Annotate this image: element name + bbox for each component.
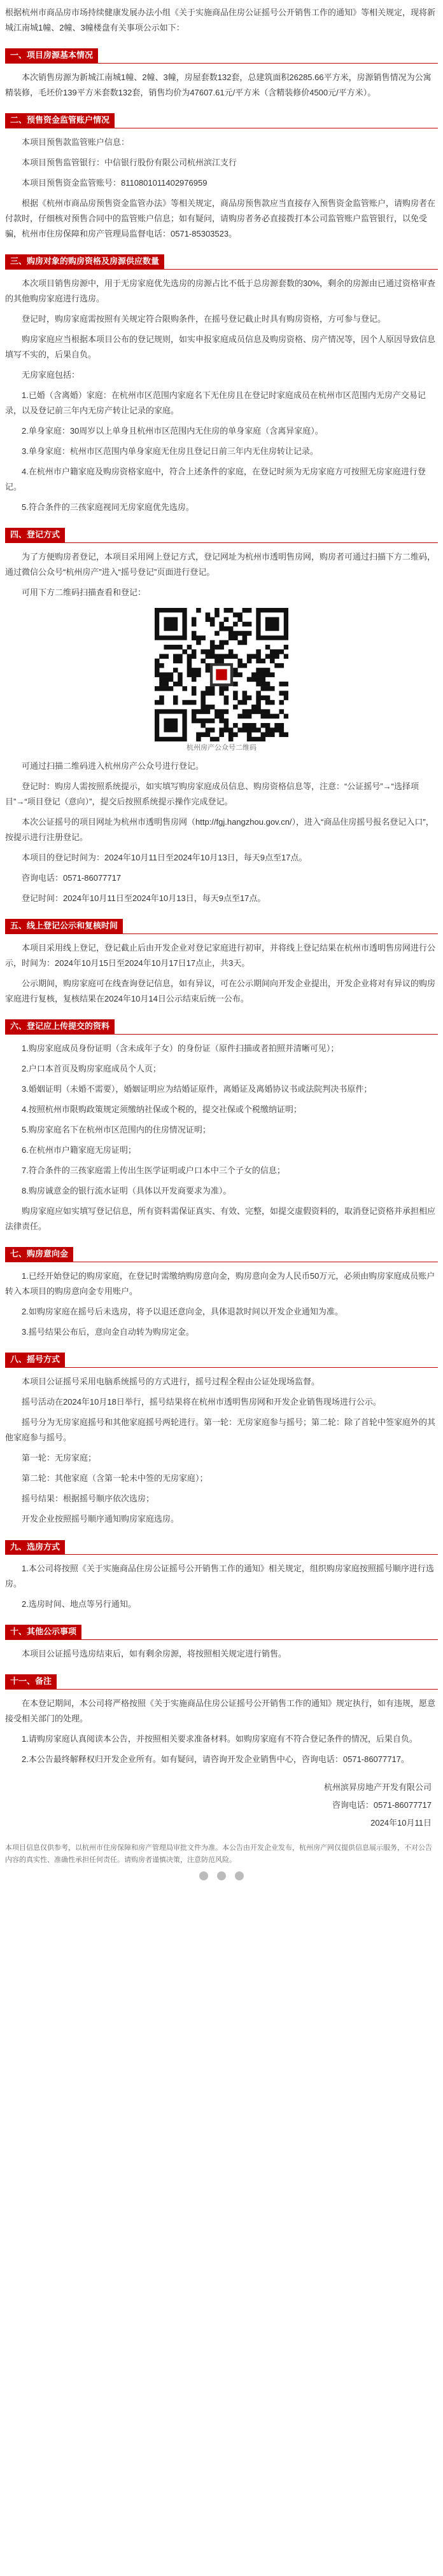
section-paragraph: 3.婚姻证明（未婚不需要），婚姻证明应为结婚证原件，离婚证及离婚协议书或法院判决书原件； xyxy=(22,1084,372,1094)
qr-code-block xyxy=(151,608,292,754)
section-divider xyxy=(5,1639,438,1640)
share-icon[interactable] xyxy=(199,1871,208,1880)
section-paragraph: 2.选房时间、地点等另行通知。 xyxy=(22,1599,136,1609)
section-paragraph: 开发企业按照摇号顺序通知购房家庭选房。 xyxy=(22,1514,179,1524)
company-name: 杭州滨昇房地产开发有限公司 xyxy=(323,1782,432,1793)
section-paragraph: 本项目公证摇号采用电脑系统摇号的方式进行，摇号过程全程由公证处现场监督。 xyxy=(22,1377,320,1387)
section-paragraph: 本项目采用线上登记，登记截止后由开发企业对登记家庭进行初审，并将线上登记结果在杭州市透明售房网进行公示，时间为：2024年10月15日至2024年10月17日17点止，共3天。 xyxy=(5,942,436,968)
section-divider xyxy=(5,542,438,543)
section-divider xyxy=(5,1554,438,1555)
section-paragraph: 第二轮：其他家庭（含第一轮未中签的无房家庭）； xyxy=(22,1473,208,1484)
section-paragraph: 2.单身家庭：30周岁以上单身且杭州市区范围内无住房的单身家庭（含离异家庭）。 xyxy=(22,426,323,436)
registration-info xyxy=(5,759,438,906)
section-divider xyxy=(5,933,438,934)
qr-caption: 杭州房产公众号二维码 xyxy=(186,744,257,752)
signature-block xyxy=(5,1780,438,1831)
section-paragraph: 3.摇号结果公布后，意向金自动转为购房定金。 xyxy=(22,1327,194,1337)
section-paragraph: 根据《杭州市商品房预售资金监管办法》等相关规定，商品房预售款应当直接存入预售资金监管账户，请购房者在付款时，仔细核对预售合同中的监管账户信息；如有疑问，请购房者务必直接拨打本公司监管账户监管银行，以免受骗，杭州市住房保障和房产管理局监督电话：0571-85303523。 xyxy=(5,198,436,239)
section-paragraph: 公示期间，购房家庭可在线查询登记信息，如有异议，可在公示期间向开发企业提出，开发企业将对有异议的购房家庭进行复核，复核结果在2024年10月14日公示结束后统一公布。 xyxy=(5,979,436,1004)
section-paragraph: 2.户口本首页及购房家庭成员个人页； xyxy=(22,1063,161,1073)
registration-paragraph: 可通过扫描二维码进入杭州房产公众号进行登记。 xyxy=(22,761,204,771)
section-paragraph: 为了方便购房者登记，本项目采用网上登记方式，登记网址为杭州市透明售房网，购房者可通过扫描下方二维码，通过微信公众号“杭州房产”进入“摇号登记”页面进行登记。 xyxy=(5,552,436,577)
section-paragraph: 2.如购房家庭在摇号后未选房，将予以退还意向金，具体退款时间以开发企业通知为准。 xyxy=(22,1307,343,1317)
section-paragraph: 6.在杭州市户籍家庭无房证明； xyxy=(22,1145,136,1155)
section-paragraph: 2.本公告最终解释权归开发企业所有。如有疑问，请咨询开发企业销售中心，咨询电话：0571-86077717。 xyxy=(22,1754,409,1765)
sections-part-1 xyxy=(5,41,438,600)
section-paragraph: 1.已经开始登记的购房家庭，在登记时需缴纳购房意向金，购房意向金为人民币50万元，必须由购房家庭成员账户转入本项目的购房意向金专用账户。 xyxy=(5,1271,435,1297)
section-paragraph: 可用下方二维码扫描查看和登记： xyxy=(22,588,146,598)
section-paragraph: 1.已婚（含离婚）家庭：在杭州市区范围内家庭名下无住房且在登记时家庭成员在杭州市区范围内无房产交易记录，以及登记前三年内无房产转让记录的家庭。 xyxy=(5,390,426,416)
sections-part-2 xyxy=(5,911,438,1767)
section-paragraph: 在本登记期间，本公司将严格按照《关于实施商品住房公证摇号公开销售工作的通知》规定执行，如有违规，愿意接受相关部门的处理。 xyxy=(5,1698,436,1724)
section-title: 二、预售资金监管账户情况 xyxy=(5,113,115,128)
section-paragraph: 4.按照杭州市限购政策规定须缴纳社保或个税的，提交社保或个税缴纳证明； xyxy=(22,1105,302,1115)
section-divider xyxy=(5,63,438,64)
section-paragraph: 1.购房家庭成员身份证明（含未成年子女）的身份证（原件扫描或者拍照并清晰可见）； xyxy=(22,1043,339,1053)
section-title: 五、线上登记公示和复核时间 xyxy=(5,919,123,933)
like-icon[interactable] xyxy=(235,1871,244,1880)
section-paragraph: 第一轮：无房家庭； xyxy=(22,1453,97,1463)
section-divider xyxy=(5,269,438,270)
section-divider xyxy=(5,1367,438,1368)
section-title: 七、购房意向金 xyxy=(5,1247,73,1262)
section-paragraph: 4.在杭州市户籍家庭及购房资格家庭中，符合上述条件的家庭，在登记时须为无房家庭方可按照无房家庭进行登记。 xyxy=(5,467,426,492)
announcement-page xyxy=(5,0,438,1906)
section-title: 八、摇号方式 xyxy=(5,1353,65,1367)
section-title: 四、登记方式 xyxy=(5,528,65,542)
registration-paragraph: 本项目的登记时间为：2024年10月11日至2024年10月13日，每天9点至17点。 xyxy=(22,852,307,862)
section-title: 一、项目房源基本情况 xyxy=(5,48,98,63)
registration-paragraph: 登记时间：2024年10月11日至2024年10月13日，每天9点至17点。 xyxy=(22,893,266,904)
intro-text: 根据杭州市商品房市场持续健康发展办法小组《关于实施商品住房公证摇号公开销售工作的通知》等相关规定，现将新城江南城1幢、2幢、3幢楼盘有关事项公示如下： xyxy=(5,8,436,33)
section-paragraph: 购房家庭应当根据本项目公布的登记规则，如实申报家庭成员信息及购房资格、房产情况等，因个人原因导致信息填写不实的，后果自负。 xyxy=(5,334,436,360)
qr-code-icon[interactable] xyxy=(155,608,288,741)
signature-date: 2024年10月11日 xyxy=(370,1818,432,1828)
section-paragraph: 5.购房家庭名下在杭州市区范围内的住房情况证明； xyxy=(22,1125,211,1135)
section-paragraph: 摇号分为无房家庭摇号和其他家庭摇号两轮进行。第一轮：无房家庭参与摇号；第二轮：除了首轮中签家庭外的其他家庭参与摇号。 xyxy=(5,1417,436,1443)
section-paragraph: 7.符合条件的三孩家庭需上传出生医学证明或户口本中三个子女的信息； xyxy=(22,1166,285,1176)
signature-phone: 咨询电话：0571-86077717 xyxy=(332,1800,432,1810)
footnote: 本项目信息仅供参考，以杭州市住房保障和房产管理局审批文件为准。本公告由开发企业发布，杭州房产网仅提供信息展示服务，不对公告内容的真实性、准确性承担任何责任。请购房者谨慎决策，注意防范风险。 xyxy=(5,1844,432,1864)
section-title: 九、选房方式 xyxy=(5,1540,65,1555)
section-paragraph: 无房家庭包括： xyxy=(22,370,80,380)
section-paragraph: 本项目预售款监管账户信息： xyxy=(22,137,130,147)
section-paragraph: 购房家庭应如实填写登记信息，所有资料需保证真实、有效、完整，如提交虚假资料的，取消登记资格并承担相应法律责任。 xyxy=(5,1206,436,1232)
registration-paragraph: 咨询电话：0571-86077717 xyxy=(22,873,122,883)
section-paragraph: 5.符合条件的三孩家庭视同无房家庭优先选房。 xyxy=(22,502,194,513)
section-paragraph: 摇号结果：根据摇号顺序依次选房； xyxy=(22,1494,155,1504)
section-paragraph: 3.单身家庭：杭州市区范围内单身家庭无住房且登记日前三年内无住房转让记录。 xyxy=(22,446,318,457)
section-paragraph: 本项目预售监管银行：中信银行股份有限公司杭州滨江支行 xyxy=(22,157,237,167)
registration-paragraph: 登记时：购房人需按照系统提示，如实填写购房家庭成员信息、购房资格信息等，注意：“公证摇号”→“选择项目”→“项目登记（意向）”，提交后按照系统提示操作完成登记。 xyxy=(5,781,419,806)
section-paragraph: 本次项目销售房源中，用于无房家庭优先选房的房源占比不低于总房源套数的30%，剩余的房源由已通过资格审查的其他购房家庭进行选房。 xyxy=(5,278,436,303)
section-paragraph: 1.本公司将按照《关于实施商品住房公证摇号公开销售工作的通知》相关规定，组织购房家庭按照摇号顺序进行选房。 xyxy=(5,1564,434,1589)
registration-paragraph: 本次公证摇号的项目网址为杭州市透明售房网（http://fgj.hangzhou.gov.cn/），进入“商品住房摇号报名登记入口”，按提示进行注册登记。 xyxy=(5,816,434,842)
section-paragraph: 本次销售房源为新城江南城1幢、2幢、3幢，房屋套数132套，总建筑面积26285.66平方米，房源销售情况为公寓精装修，毛坯价139平方米套数132套，销售均价为47607.61元/平方米（含精装修价4500元/平方米）。 xyxy=(5,72,432,97)
section-paragraph: 本项目公证摇号选房结束后，如有剩余房源，将按照相关规定进行销售。 xyxy=(22,1649,287,1659)
section-paragraph: 8.购房诚意金的银行流水证明（具体以开发商要求为准）。 xyxy=(22,1186,232,1196)
footer-share-icons xyxy=(5,1871,438,1880)
section-title: 十一、备注 xyxy=(5,1674,57,1689)
section-title: 三、购房对象的购房资格及房源供应数量 xyxy=(5,254,164,269)
section-paragraph: 本项目预售资金监管账号：8110801011402976959 xyxy=(22,177,207,188)
section-title: 六、登记应上传提交的资料 xyxy=(5,1019,115,1034)
favorite-icon[interactable] xyxy=(217,1871,226,1880)
section-paragraph: 1.请购房家庭认真阅读本公告，并按照相关要求准备材料。如购房家庭有不符合登记条件的情况，后果自负。 xyxy=(22,1734,418,1744)
section-paragraph: 摇号活动在2024年10月18日举行，摇号结果将在杭州市透明售房网和开发企业销售现场进行公示。 xyxy=(22,1397,381,1407)
section-title: 十、其他公示事项 xyxy=(5,1625,81,1639)
section-divider xyxy=(5,1034,438,1035)
section-divider xyxy=(5,1689,438,1690)
section-paragraph: 登记时，购房家庭需按照有关规定符合限购条件，在摇号登记截止时具有购房资格，方可参与登记。 xyxy=(22,313,386,324)
